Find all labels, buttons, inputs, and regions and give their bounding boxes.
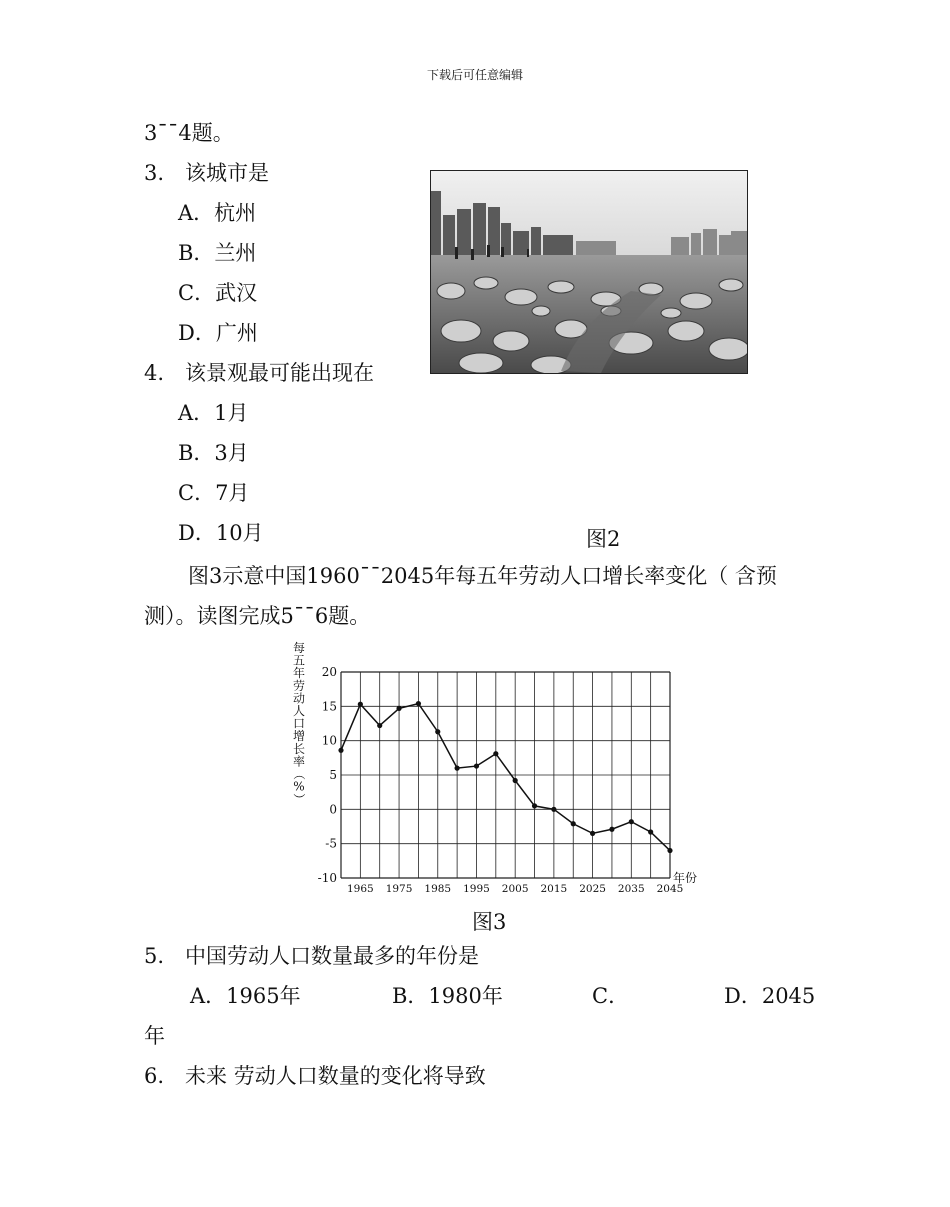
data-point-2035 — [629, 819, 634, 824]
y-label-char: 口 — [292, 716, 306, 731]
y-label-char: 劳 — [292, 678, 306, 693]
q5-option-c: C． — [592, 984, 630, 1008]
data-point-2010 — [532, 803, 537, 808]
data-point-2005 — [513, 778, 518, 783]
q4-option-b: B．3月 — [178, 441, 249, 465]
x-tick-label: 1985 — [424, 883, 452, 895]
y-label-char: 增 — [292, 729, 306, 744]
question-6-stem: 6. 未来 劳动人口数量的变化将导致 — [144, 1064, 486, 1088]
data-point-2045 — [667, 848, 672, 853]
data-point-2040 — [648, 829, 653, 834]
y-tick-labels — [318, 665, 337, 885]
q4-option-d: D．10月 — [178, 521, 264, 545]
y-label-char: % — [293, 779, 305, 794]
figure-3-caption: 图3 — [472, 910, 507, 934]
q5-option-d: D．2045 — [724, 984, 816, 1008]
y-label-char: 动 — [292, 691, 306, 706]
data-point-1995 — [474, 763, 479, 768]
data-point-2000 — [493, 751, 498, 756]
y-tick-label: 5 — [329, 768, 337, 782]
data-point-2030 — [609, 827, 614, 832]
data-point-1965 — [358, 702, 363, 707]
labor-growth-chart — [285, 640, 725, 895]
y-tick-label: 15 — [321, 699, 337, 714]
y-label-char: （ — [292, 767, 306, 781]
figure-2-caption: 图2 — [586, 527, 621, 551]
x-tick-label: 1995 — [463, 883, 490, 895]
x-axis-label: 年份 — [673, 871, 698, 885]
y-label-char: 率 — [292, 754, 306, 769]
y-label-char: 年 — [292, 666, 306, 681]
riverbed-city-photo — [431, 171, 747, 373]
data-point-1975 — [396, 706, 401, 711]
question-4-stem: 4. 该景观最可能出现在 — [144, 361, 375, 385]
x-tick-label: 2025 — [579, 883, 606, 895]
x-tick-label: 2005 — [501, 883, 529, 895]
q4-option-a: A．1月 — [178, 401, 249, 425]
q3-option-d: D．广州 — [178, 321, 258, 345]
q5-option-d-wrap: 年 — [144, 1024, 165, 1048]
data-point-2025 — [590, 831, 595, 836]
y-axis-label — [292, 640, 306, 805]
y-tick-label: 20 — [321, 665, 337, 679]
question-5-stem: 5. 中国劳动人口数量最多的年份是 — [144, 944, 480, 968]
y-tick-label: 0 — [329, 802, 337, 817]
chart-grid — [341, 672, 670, 878]
q4-option-c: C．7月 — [178, 481, 250, 505]
q3-option-b: B．兰州 — [178, 241, 257, 265]
q3-option-a: A．杭州 — [178, 201, 257, 225]
series-line — [341, 704, 670, 851]
x-tick-label: 2035 — [617, 883, 645, 895]
data-point-1960 — [338, 748, 343, 753]
intro-questions-3-4: 3¯¯4题。 — [144, 121, 234, 145]
y-label-char: 五 — [292, 653, 306, 668]
series-points — [338, 701, 672, 853]
x-tick-labels — [347, 883, 683, 895]
x-tick-label: 1965 — [346, 883, 374, 895]
data-point-2020 — [571, 821, 576, 826]
y-label-char: 每 — [292, 641, 306, 655]
y-label-char: ） — [292, 793, 306, 806]
q3-option-c: C．武汉 — [178, 281, 258, 305]
data-point-1985 — [435, 729, 440, 734]
data-point-1990 — [455, 766, 460, 771]
intro-5-6-line1: 图3示意中国1960¯¯2045年每五年劳动人口增长率变化（ 含预 — [188, 564, 777, 588]
figure-2-photo — [430, 170, 748, 374]
data-point-1980 — [416, 701, 421, 706]
intro-5-6-line2: 测）。读图完成5¯¯6题。 — [144, 604, 371, 628]
page-header: 下载后可任意编辑 — [426, 68, 523, 82]
data-point-1970 — [377, 723, 382, 728]
question-3-stem: 3. 该城市是 — [144, 161, 270, 185]
q5-option-b: B．1980年 — [392, 984, 503, 1008]
y-label-char: 长 — [292, 741, 306, 756]
q5-option-a: A．1965年 — [190, 984, 301, 1008]
y-label-char: 人 — [292, 704, 306, 718]
y-tick-label: 10 — [321, 733, 337, 748]
data-point-2015 — [551, 807, 556, 812]
x-tick-label: 2015 — [540, 883, 568, 895]
y-tick-label: -5 — [325, 836, 337, 851]
y-tick-label: -10 — [317, 871, 337, 885]
x-tick-label: 1975 — [385, 883, 413, 895]
x-tick-label: 2045 — [656, 883, 684, 895]
